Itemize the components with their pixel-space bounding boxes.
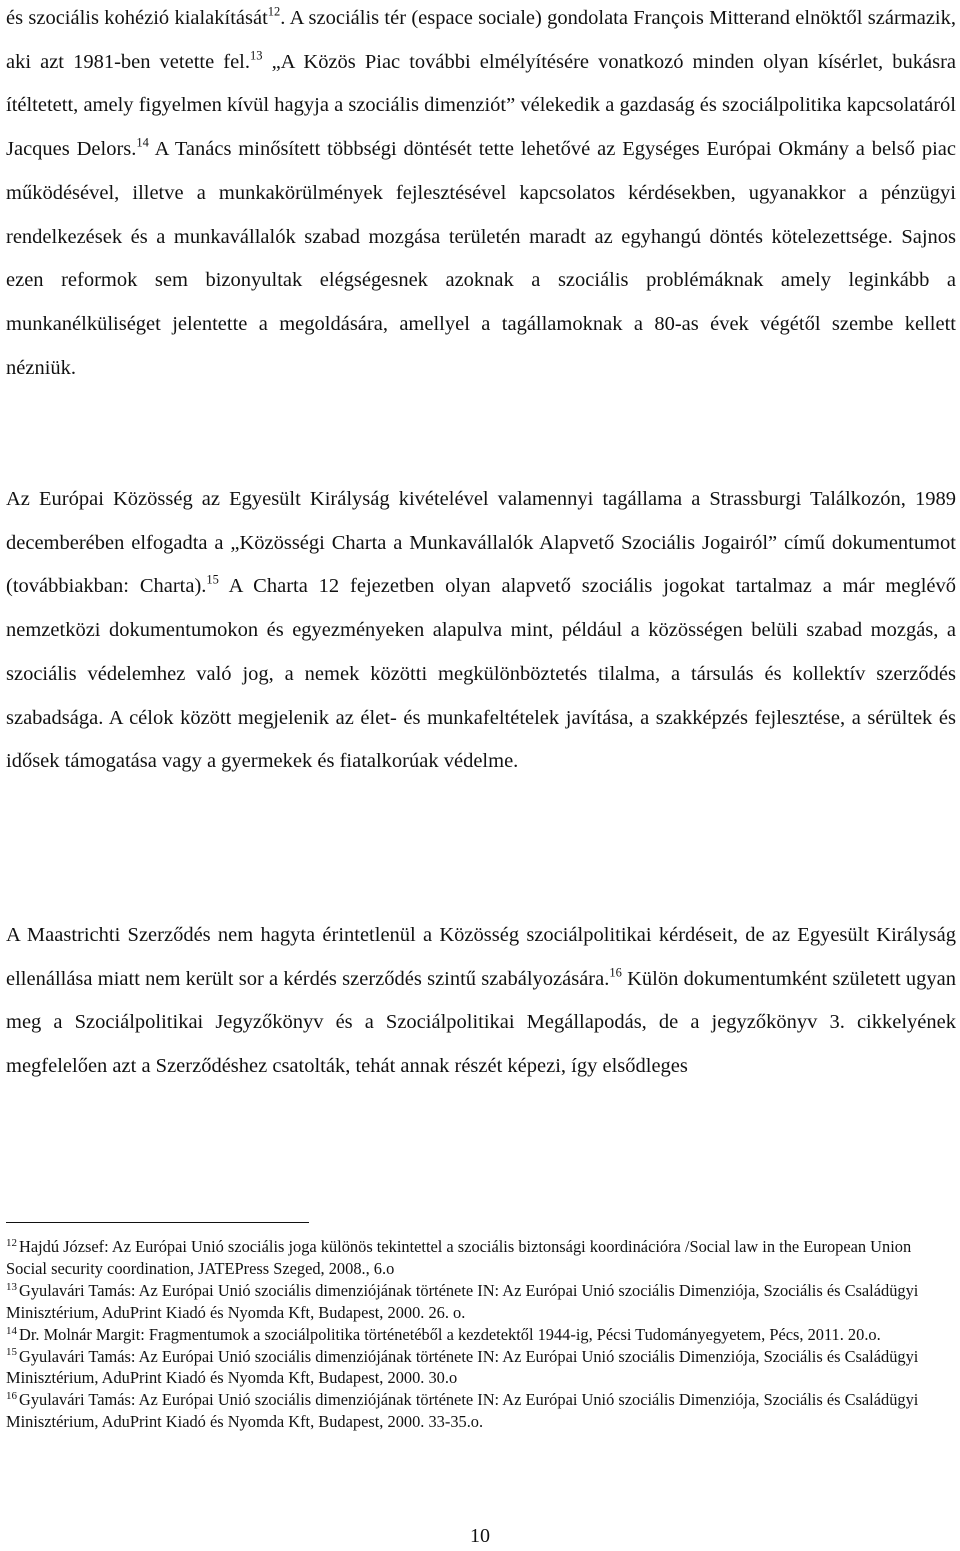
paragraph-text: „A Közös Piac további elmélyítésére vonatkozó minden olyan kísérlet, bukásra ítéltetett, amely figyelmen kívül hagyja a szociális dimenziót” vélekedik a gazdaság és szociálpolitika kapcsolatáról Jacques Delors. [6,50,956,161]
footnote-reference-15: 15 [206,572,219,587]
paragraph-text: Az Európai Közösség az Egyesült Királyság kivételével valamennyi tagállama a Strassburgi Találkozón, 1989 decemberében elfogadta a „Közösségi Charta a Munkavállalók Alapvető Szociális Jogairól” című dokumentumot (továbbiakban: Charta). [6,488,956,598]
footnote-text: Hajdú József: Az Európai Unió szociális joga különös tekintettel a szociális biztonsági koordinációra /Social law in the European Union Social security coordination, JATEPress Szeged, 2008., 6.o [6,1237,912,1278]
footnote-number: 15 [6,1346,17,1359]
paragraph-text: A Tanács minősített többségi döntését tette lehetővé az Egységes Európai Okmány a belső piac működésével, illetve a munkakörülmények fejlesztésével kapcsolatos kérdésekben, ugyanakkor a pénzügyi rendelkezések és a munkavállalók szabad mozgása területén maradt az egyhangú döntés kötelezettsége. Sajnos ezen reformok sem bizonyultak elégségesnek azoknak a szociális problémáknak amely leginkább a munkanélküliséget jelentette a megoldására, amellyel a tagállamoknak a 80-as évek végétől szembe kellett nézniük. [6,138,956,379]
paragraph-text: Külön dokumentumként született ugyan meg a Szociálpolitikai Jegyzőkönyv és a Szociálpolitikai Megállapodás, de a jegyzőkönyv 3. cikkelyének megfelelően azt a Szerződéshez csatolták, tehát annak részét képezi, így elsődleges [6,967,956,1078]
footnote-reference-12: 12 [267,4,281,19]
paragraph-text: A Charta 12 fejezetben olyan alapvető szociális jogokat tartalmaz a már meglévő nemzetközi dokumentumokon és egyezményeken alapulva mint, például a közösségen belüli szabad mozgás, a szociális védelemhez való jog, a nemek közötti megkülönböztetés tilalma, a társulás és kollektív szerződés szabadsága. A célok között megjelenik az élet- és munkafeltételek javítása, a szakképzés fejlesztése, a sérültek és idősek támogatása vagy a gyermekek és fiatalkorúak védelme. [6,575,956,773]
footnote-text: Gyulavári Tamás: Az Európai Unió szociális dimenziójának története IN: Az Európai Unió szociális Dimenziója, Szociális és Családügyi Minisztérium, AduPrint Kiadó és Nyomda Kft, Budapest, 2000. 26. o. [6,1280,919,1322]
footnote-12 [6,1236,956,1280]
footnote-number: 12 [6,1236,17,1249]
footnote-number: 14 [6,1324,17,1337]
footnote-text: Gyulavári Tamás: Az Európai Unió szociális dimenziójának története IN: Az Európai Unió szociális Dimenziója, Szociális és Családügyi Minisztérium, AduPrint Kiadó és Nyomda Kft, Budapest, 2000. 30.o [6,1346,919,1388]
body-paragraph-2 [6,478,956,784]
page-number: 10 [470,1525,490,1547]
footnote-text: Gyulavári Tamás: Az Európai Unió szociális dimenziójának története IN: Az Európai Unió szociális Dimenziója, Szociális és Családügyi Minisztérium, AduPrint Kiadó és Nyomda Kft, Budapest, 2000. 33-35.o. [6,1390,919,1432]
body-paragraph-3 [6,914,956,1089]
footnote-reference-16: 16 [609,964,622,979]
paragraph-text: A Maastrichti Szerződés nem hagyta érintetlenül a Közösség szociálpolitikai kérdéseit, de az Egyesült Királyság ellenállása miatt nem került sor a kérdés szerződés szintű szabályozására. [6,924,956,990]
footnote-15 [6,1346,956,1390]
footnotes [6,1236,956,1433]
footnote-reference-14: 14 [136,135,149,150]
footnote-reference-13: 13 [250,47,263,62]
footnote-16 [6,1389,956,1433]
paragraph-text: . A szociális tér (espace sociale) gondolata François Mitterand elnöktől származik, aki azt 1981-ben vetette fel. [6,7,956,73]
footnote-number: 16 [6,1390,17,1403]
footnote-separator [6,1222,309,1223]
footnote-number: 13 [6,1280,17,1293]
footnote-13 [6,1280,956,1324]
body-paragraph-1 [6,0,956,390]
footnote-14 [6,1324,956,1346]
paragraph-text: és szociális kohézió kialakítását [6,7,268,29]
footnote-text: Dr. Molnár Margit: Fragmentumok a szociálpolitika történetéből a kezdetektől 1944-ig, Pécsi Tudományegyetem, Pécs, 2011. 20.o. [19,1324,881,1344]
